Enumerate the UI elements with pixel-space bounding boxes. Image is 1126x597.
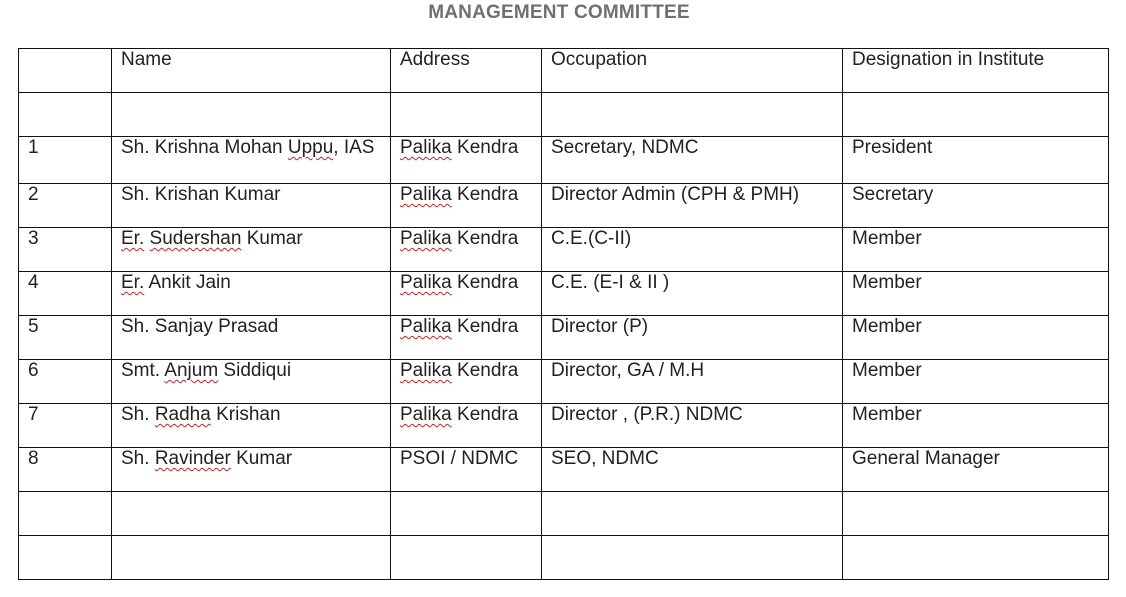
cell-sno [19,536,112,580]
table-row [19,448,1109,492]
table-row [19,228,1109,272]
cell-occupation: C.E. (E-I & II ) [542,272,843,316]
cell-occupation [542,536,843,580]
cell-name [112,93,391,137]
cell-address [391,492,542,536]
cell-sno: 7 [19,404,112,448]
cell-sno [19,492,112,536]
spellcheck-mark: Anjum [164,360,219,381]
document-title: MANAGEMENT COMMITTEE [428,2,690,23]
cell-address [391,93,542,137]
spellcheck-mark: Uppu [287,137,334,158]
table-row [19,536,1109,580]
cell-designation [843,492,1109,536]
spellcheck-mark: Er. [121,228,145,249]
cell-occupation [542,492,843,536]
cell-occupation [542,93,843,137]
cell-address: Palika Kendra [391,404,542,448]
cell-name: Sh. Radha Krishan [112,404,391,448]
table-row [19,137,1109,184]
table-header-row [19,49,1109,93]
cell-occupation: Director (P) [542,316,843,360]
table-row [19,360,1109,404]
table-row [19,492,1109,536]
cell-sno: 8 [19,448,112,492]
cell-address [391,536,542,580]
cell-address: Palika Kendra [391,272,542,316]
cell-occupation: C.E.(C-II) [542,228,843,272]
cell-occupation: Director, GA / M.H [542,360,843,404]
cell-designation: Member [843,360,1109,404]
cell-sno [19,93,112,137]
cell-address: Palika Kendra [391,184,542,228]
cell-designation [843,93,1109,137]
spellcheck-mark: Palika [400,404,452,425]
spellcheck-mark: Er. [121,272,145,293]
cell-sno: 3 [19,228,112,272]
cell-designation: President [843,137,1109,184]
cell-occupation: SEO, NDMC [542,448,843,492]
cell-address: Palika Kendra [391,360,542,404]
table-row [19,404,1109,448]
table-row [19,272,1109,316]
table-row [19,184,1109,228]
cell-occupation: Director , (P.R.) NDMC [542,404,843,448]
spellcheck-mark: Sudershan [149,228,242,249]
header-occupation: Occupation [542,49,843,93]
spellcheck-mark: Palika [400,360,452,381]
cell-designation: Member [843,404,1109,448]
cell-name [112,536,391,580]
header-name: Name [112,49,391,93]
cell-sno: 2 [19,184,112,228]
cell-address: PSOI / NDMC [391,448,542,492]
spellcheck-mark: Palika [400,316,452,337]
cell-occupation: Director Admin (CPH & PMH) [542,184,843,228]
spellcheck-mark: Radha [154,404,211,425]
cell-name: Smt. Anjum Siddiqui [112,360,391,404]
cell-address: Palika Kendra [391,228,542,272]
cell-address: Palika Kendra [391,137,542,184]
cell-name: Sh. Sanjay Prasad [112,316,391,360]
cell-designation: Secretary [843,184,1109,228]
cell-name: Sh. Krishan Kumar [112,184,391,228]
spellcheck-mark: Palika [400,272,452,293]
cell-name: Er. Sudershan Kumar [112,228,391,272]
table-row [19,93,1109,137]
cell-designation: General Manager [843,448,1109,492]
cell-designation: Member [843,316,1109,360]
cell-name: Sh. Krishna Mohan Uppu, IAS [112,137,391,184]
header-designation: Designation in Institute [843,49,1109,93]
spellcheck-mark: Palika [400,137,452,158]
spellcheck-mark: Palika [400,184,452,205]
cell-name [112,492,391,536]
management-committee-table [18,48,1109,580]
cell-designation: Member [843,272,1109,316]
cell-sno: 1 [19,137,112,184]
cell-designation: Member [843,228,1109,272]
table-row [19,316,1109,360]
header-address: Address [391,49,542,93]
spellcheck-mark: Ravinder [154,448,231,469]
cell-name: Sh. Ravinder Kumar [112,448,391,492]
cell-name: Er. Ankit Jain [112,272,391,316]
cell-sno: 6 [19,360,112,404]
cell-designation [843,536,1109,580]
header-sno [19,49,112,93]
cell-address: Palika Kendra [391,316,542,360]
cell-sno: 4 [19,272,112,316]
cell-sno: 5 [19,316,112,360]
cell-occupation: Secretary, NDMC [542,137,843,184]
spellcheck-mark: Palika [400,228,452,249]
